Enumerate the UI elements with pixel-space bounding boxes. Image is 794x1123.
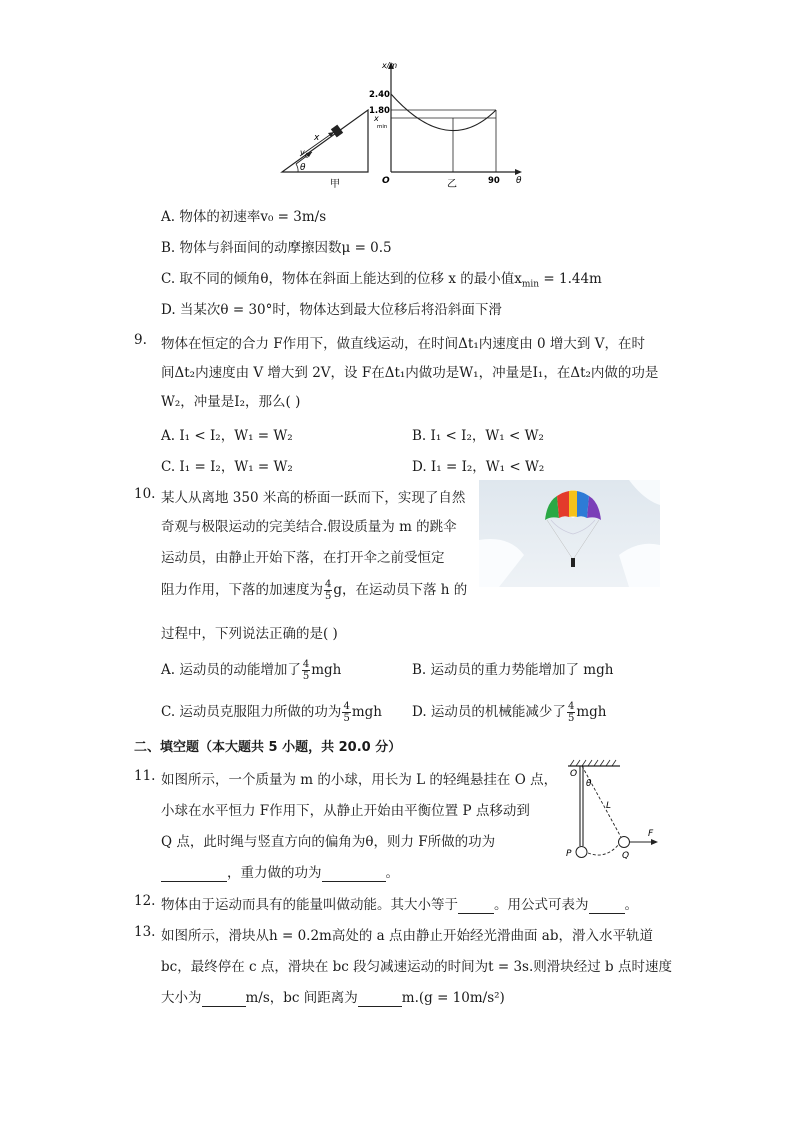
parachute-icon [479,480,660,587]
q8-option-c [161,267,602,290]
q8-option-c-text: C. 取不同的倾角θ，物体在斜面上能达到的位移 x 的最小值x [161,271,522,287]
q13-blank-distance[interactable] [358,990,402,1007]
incline-theta-label: θ [300,163,306,173]
axis-x-label: θ [516,176,522,186]
q10-option-a-tail: mgh [311,662,342,678]
axis-y-label: x/m [382,61,398,70]
q12-text-c: 。 [624,897,638,913]
section-heading: 二、填空题（本大题共 5 小题，共 20.0 分） [134,740,402,755]
q10-frac-opt-a [302,659,310,682]
q9-option-c: C. I₁ = I₂，W₁ = W₂ [161,459,293,475]
frac-num: 4 [567,701,575,712]
frac-den: 5 [302,671,310,682]
q11-blank-work[interactable] [161,865,227,882]
q11-line4-b: ，重力做的功为 [227,865,322,881]
q8-figure [278,60,528,192]
incline-v0-label: v [300,148,305,157]
q9-option-d: D. I₁ = I₂，W₁ < W₂ [412,459,545,475]
q12-text-a: 物体由于运动而具有的能量叫做动能。其大小等于 [161,897,458,913]
parachute-photo [479,480,660,587]
q10-frac-opt-c [342,701,350,724]
q10-stem-line4 [161,578,467,602]
tick-90: 90 [488,176,500,186]
q10-option-c-text: C. 运动员克服阻力所做的功为 [161,704,342,720]
q10-option-d [412,700,606,724]
q10-option-b: B. 运动员的重力势能增加了 mgh [412,662,614,678]
q10-line4-b: g，在运动员下落 h 的 [333,582,468,598]
q11-stem-line1: 如图所示，一个质量为 m 的小球，用长为 L 的轻绳悬挂在 O 点， [161,772,558,788]
q10-stem-line2: 奇观与极限运动的完美结合.假设质量为 m 的跳伞 [161,519,457,535]
q9-option-b: B. I₁ < I₂，W₁ < W₂ [412,428,544,444]
q10-stem-line1: 某人从离地 350 米高的桥面一跃而下，实现了自然 [161,490,466,506]
tick-1-80: 1.80 [369,106,390,116]
incline-v0-sub: 0 [305,153,309,160]
q8-option-c-tail: = 1.44m [539,271,602,287]
q13-blank-speed[interactable] [202,990,246,1007]
q10-stem-line5: 过程中，下列说法正确的是( ) [161,626,338,642]
q10-line4-a: 阻力作用，下落的加速度为 [161,582,323,598]
incline-diagram [282,110,368,190]
q11-line4-c: 。 [385,865,399,881]
q11-blank-gravity[interactable] [322,865,386,882]
frac-num: 4 [325,579,332,590]
q11-number: 11. [134,768,156,784]
q10-stem-line3: 运动员，由静止开始下落，在打开伞之前受恒定 [161,550,445,566]
q10-option-a-text: A. 运动员的动能增加了 [161,662,301,678]
frac-den: 5 [343,713,350,724]
q10-option-d-tail: mgh [576,704,607,720]
q13-stem-line3 [161,986,505,1007]
q13-stem-line2: bc，最终停在 c 点，滑块在 bc 段匀减速运动的时间为t = 3s.则滑块经过 b 点时速度 [161,959,672,975]
origin-label: O [382,176,390,186]
incline-x-label: x [314,133,320,143]
q12-blank-2[interactable] [589,897,625,914]
q9-stem-line2: 间Δt₂内速度由 V 增大到 2V，设 F在Δt₁内做功是W₁，冲量是I₁，在Δt₂内做的功是 [161,365,659,381]
q10-option-c-tail: mgh [351,704,382,720]
q13-stem-line1: 如图所示，滑块从h = 0.2m高处的 a 点由静止开始经光滑曲面 ab，滑入水平轨道 [161,928,653,944]
frac-num: 4 [343,701,350,712]
tick-2-40: 2.40 [369,90,390,100]
fig-O-label: O [570,769,578,779]
frac-num: 4 [302,659,310,670]
frac-den: 5 [567,713,575,724]
q8-option-d: D. 当某次θ = 30°时，物体达到最大位移后将沿斜面下滑 [161,302,502,318]
q9-stem-line1: 物体在恒定的合力 F作用下，做直线运动，在时间Δt₁内速度由 0 增大到 V，在时 [161,336,645,352]
q10-frac-opt-d [567,701,575,724]
q13-line3-a: 大小为 [161,990,202,1006]
q9-stem-line3: W₂，冲量是I₂，那么( ) [161,394,301,410]
q12-text-b: 。用公式可表为 [494,897,589,913]
q8-option-a: A. 物体的初速率v₀ = 3m/s [161,209,327,225]
label-yi: 乙 [447,179,457,190]
q9-option-a: A. I₁ < I₂，W₁ = W₂ [161,428,293,444]
q8-option-b: B. 物体与斜面间的动摩擦因数μ = 0.5 [161,240,392,256]
label-jia: 甲 [330,179,340,190]
fig-Q-label: Q [622,851,630,861]
tick-xmin-sub: min [377,124,388,130]
q10-number: 10. [134,486,156,502]
q11-stem-line3: Q 点，此时绳与竖直方向的偏角为θ，则力 F所做的功为 [161,834,496,850]
q13-line3-b: m/s，bc 间距离为 [245,990,358,1006]
q10-option-a [161,658,341,682]
q13-line3-c: m.(g = 10m/s²) [401,990,505,1006]
q12-blank-1[interactable] [458,897,494,914]
q11-stem-line4 [161,861,399,882]
q13-number: 13. [134,924,156,940]
tick-xmin: x [374,114,379,123]
q10-option-d-text: D. 运动员的机械能减少了 [412,704,566,720]
q8-option-c-sub: min [521,279,540,290]
q9-number: 9. [134,332,147,348]
q10-option-c [161,700,382,724]
q10-frac-a [324,579,332,602]
q11-pendulum-figure [562,758,666,862]
q12-number: 12. [134,893,156,909]
frac-den: 5 [325,591,332,602]
q11-stem-line2: 小球在水平恒力 F作用下，从静止开始由平衡位置 P 点移动到 [161,803,530,819]
q12-stem [161,893,638,914]
x-theta-graph [369,61,522,190]
fig-P-label: P [566,849,572,859]
fig-L-label: L [606,801,612,811]
fig-F-label: F [648,829,654,839]
fig-theta-label: θ [586,779,592,789]
